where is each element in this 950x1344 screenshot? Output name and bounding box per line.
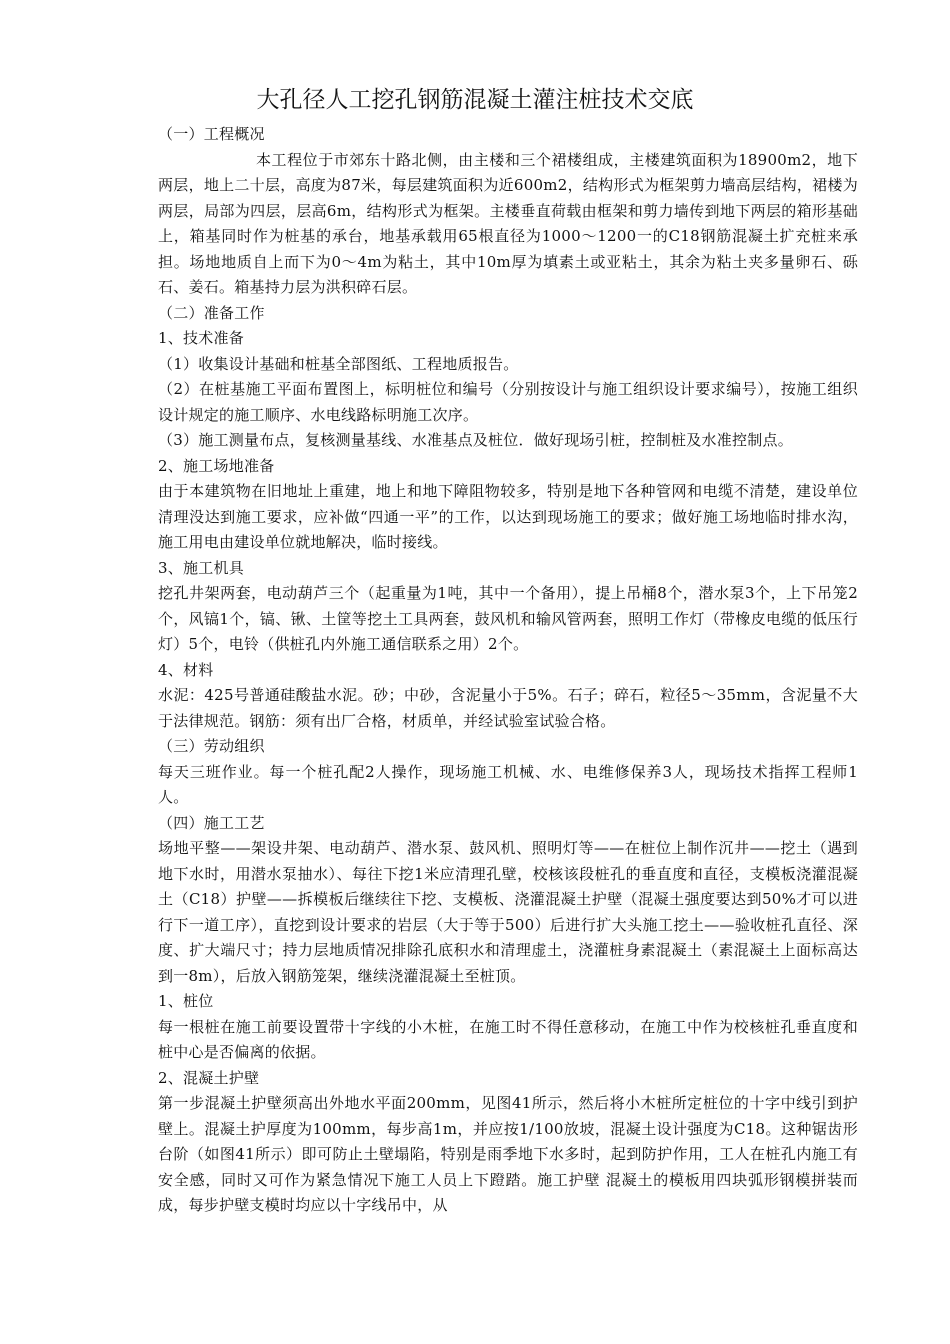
paragraph: 场地平整——架设井架、电动葫芦、潜水泵、鼓风机、照明灯等——在桩位上制作沉井——挖土（遇到地下水时，用潜水泵抽水）、每往下挖1米应清理孔壁，校核该段桩孔的垂直度和直径，支模板浇灌混凝土（C18）护壁——拆模板后继续往下挖、支模板、浇灌混凝土护壁（混凝土强度要达到50%才可以进行下一道工序），直挖到设计要求的岩层（大于等于500）后进行扩大头施工挖土——验收桩孔直径、深度、扩大端尺寸；持力层地质情况排除孔底积水和清理虚土，浇灌桩身素混凝土（素混凝土上面标高达到一8m），后放入钢筋笼架，继续浇灌混凝土至桩顶。 — [158, 839, 858, 985]
paragraph: 本工程位于市郊东十路北侧，由主楼和三个裙楼组成，主楼建筑面积为18900m2，地下两层，地上二十层，高度为87米，每层建筑面积为近600m2，结构形式为框架剪力墙高层结构，裙楼为两层，局部为四层，层高6m，结构形式为框架。主楼垂直荷载由框架和剪力墙传到地下两层的箱形基础上，箱基同时作为桩基的承台，地基承载用65根直径为1000～1200一的C18钢筋混凝土扩充桩来承担。场地地质自上而下为0～4m为粘土，其中10m厚为填素土或亚粘土，其余为粘土夹多量卵石、砾石、姜石。箱基持力层为洪积碎石层。 — [158, 150, 858, 296]
paragraph: 第一步混凝土护壁须高出外地水平面200mm，见图41所示，然后将小木桩所定桩位的十字中线引到护壁上。混凝土护厚度为100mm，每步高1m，并应按1/100放坡，混凝土设计强度为C18。这种锯齿形台阶（如图41所示）即可防止土壁塌陷，特别是雨季地下水多时，起到防护作用，工人在桩孔内施工有安全感，同时又可作为紧急情况下施工人员上下蹬踏。施工护壁 混凝土的模板用四块弧形钢模拼装而成，每步护壁支模时均应以十字线吊中，从 — [158, 1094, 858, 1214]
subsection-heading: 4、材料 — [158, 660, 214, 679]
paragraph: 挖孔井架两套，电动葫芦三个（起重量为1吨，其中一个备用），提上吊桶8个，潜水泵3个，上下吊笼2个，风镐1个，镐、锹、土筐等挖土工具两套，鼓风机和输风管两套，照明工作灯（带橡皮电缆的低压行灯）5个，电铃（供桩孔内外施工通信联系之用）2个。 — [158, 584, 858, 653]
section-heading: （四）施工工艺 — [158, 813, 265, 832]
section-heading: （二）准备工作 — [158, 303, 265, 322]
paragraph: 每天三班作业。每一个桩孔配2人操作，现场施工机械、水、电维修保养3人，现场技术指挥工程师1人。 — [158, 762, 858, 806]
section-heading: （一）工程概况 — [158, 125, 265, 143]
paragraph: 水泥：425号普通硅酸盐水泥。砂；中砂，含泥量小于5%。石子；碎石，粒径5～35mm，含泥量不大于法律规范。钢筋：须有出厂合格，材质单，并经试验室试验合格。 — [158, 686, 858, 730]
paragraph: （2）在桩基施工平面布置图上，标明桩位和编号（分别按设计与施工组织设计要求编号），按施工组织设计规定的施工顺序、水电线路标明施工次序。 — [158, 380, 858, 424]
subsection-heading: 2、施工场地准备 — [158, 456, 275, 475]
document-title: 大孔径人工挖孔钢筋混凝土灌注桩技术交底 — [256, 87, 694, 113]
paragraph: （3）施工测量布点，复核测量基线、水准基点及桩位．做好现场引桩，控制桩及水准控制点。 — [158, 431, 794, 449]
document-body — [158, 122, 858, 1219]
subsection-heading: 2、混凝土护壁 — [158, 1068, 260, 1087]
section-heading: （三）劳动组织 — [158, 737, 265, 755]
paragraph: （1）收集设计基础和桩基全部图纸、工程地质报告。 — [158, 354, 519, 373]
subsection-heading: 3、施工机具 — [158, 558, 245, 577]
subsection-heading: 1、桩位 — [158, 992, 214, 1010]
paragraph: 每一根桩在施工前要设置带十字线的小木桩，在施工时不得任意移动，在施工中作为校核桩孔垂直度和桩中心是否偏离的依据。 — [158, 1017, 858, 1061]
subsection-heading: 1、技术准备 — [158, 329, 245, 347]
paragraph: 由于本建筑物在旧地址上重建，地上和地下障阻物较多，特别是地下各种管网和电缆不清楚，建设单位清理没达到施工要求，应补做“四通一平”的工作，以达到现场施工的要求；做好施工场地临时排水沟，施工用电由建设单位就地解决，临时接线。 — [158, 482, 858, 551]
